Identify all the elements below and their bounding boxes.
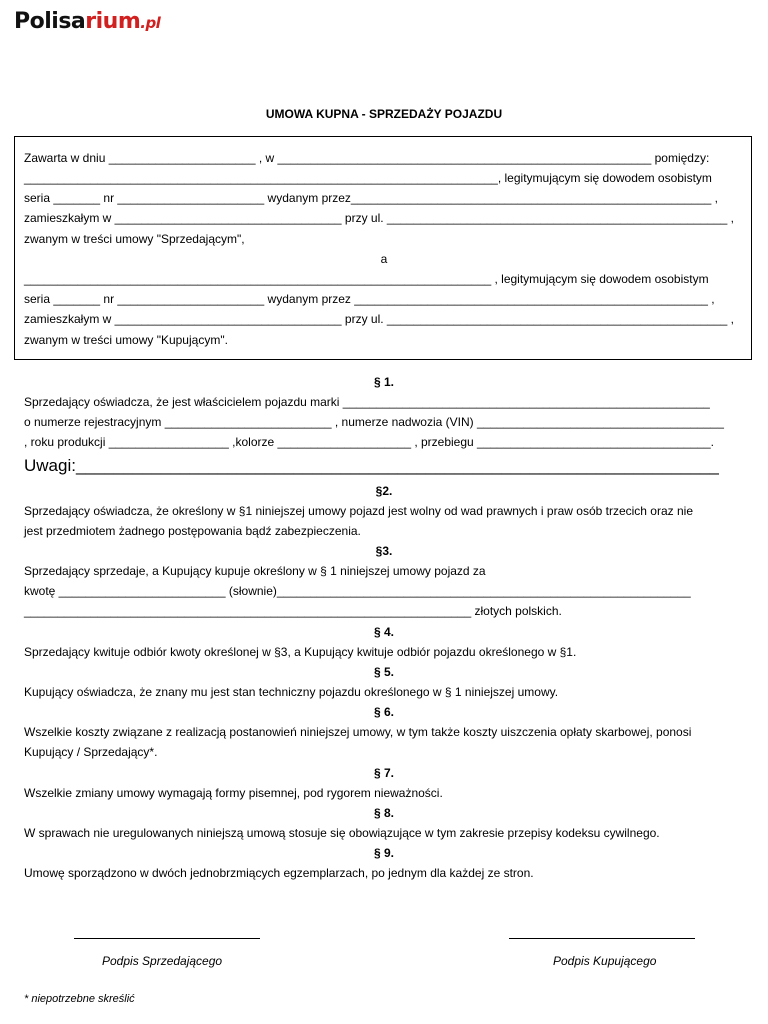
section-3-heading: §3. bbox=[375, 544, 393, 558]
parties-box bbox=[14, 136, 752, 360]
section-8-heading: § 8. bbox=[373, 806, 394, 820]
section-2-heading: §2. bbox=[375, 484, 393, 498]
section-8-line-1: W sprawach nie uregulowanych niniejszą umową stosuje się obowiązujące w tym zakresie przepisy kodeksu cywilnego. bbox=[24, 826, 660, 840]
section-3-line-2: kwotę _________________________ (słownie)______________________________________________________________ bbox=[24, 584, 691, 598]
buyer-signature-line bbox=[509, 938, 695, 939]
parties-line-7: ______________________________________________________________________ , legitymującym się dowodem osobistym bbox=[24, 272, 709, 286]
section-6-heading: § 6. bbox=[373, 705, 394, 719]
section-6-line-1: Wszelkie koszty związane z realizacją postanowień niniejszej umowy, w tym także koszty uiszczenia opłaty skarbowej, ponosi bbox=[24, 725, 692, 739]
section-1-heading: § 1. bbox=[373, 375, 394, 389]
section-4-heading: § 4. bbox=[373, 625, 394, 639]
section-5-heading: § 5. bbox=[373, 665, 394, 679]
parties-line-9: zamieszkałym w __________________________________ przy ul. ___________________________________________________ , bbox=[24, 312, 734, 326]
seller-signature-line bbox=[74, 938, 260, 939]
section-3-line-3: ___________________________________________________________________ złotych polskich. bbox=[24, 604, 562, 618]
section-1-line-2: o numerze rejestracyjnym _________________________ , numerze nadwozia (VIN) _____________________________________ bbox=[24, 415, 724, 429]
logo-part-1: Polisa bbox=[14, 9, 86, 34]
section-3-line-1: Sprzedający sprzedaje, a Kupujący kupuje określony w § 1 niniejszej umowy pojazd za bbox=[24, 564, 486, 578]
parties-line-2: _______________________________________________________________________, legitymującym się dowodem osobistym bbox=[24, 171, 712, 185]
parties-line-1: Zawarta w dniu ______________________ , w ________________________________________________________ pomiędzy: bbox=[24, 151, 710, 165]
section-2-line-2: jest przedmiotem żadnego postępowania bądź zabezpieczenia. bbox=[24, 524, 361, 538]
document-title: UMOWA KUPNA - SPRZEDAŻY POJAZDU bbox=[265, 107, 503, 121]
parties-line-10: zwanym w treści umowy "Kupującym". bbox=[24, 333, 228, 347]
section-1-line-3: , roku produkcji __________________ ,kolorze ____________________ , przebiegu ___________________________________. bbox=[24, 435, 714, 449]
section-9-heading: § 9. bbox=[373, 846, 394, 860]
footnote: * niepotrzebne skreślić bbox=[24, 993, 135, 1005]
parties-line-4: zamieszkałym w __________________________________ przy ul. ___________________________________________________ , bbox=[24, 211, 734, 225]
parties-line-3: seria _______ nr ______________________ wydanym przez______________________________________________________ , bbox=[24, 191, 718, 205]
section-2-line-1: Sprzedający oświadcza, że określony w §1 niniejszej umowy pojazd jest wolny od wad prawnych i praw osób trzecich oraz nie bbox=[24, 504, 693, 518]
section-1-uwagi: Uwagi:____________________________________________________________________ bbox=[24, 456, 719, 475]
parties-line-5: zwanym w treści umowy "Sprzedającym", bbox=[24, 232, 245, 246]
seller-signature-label: Podpis Sprzedającego bbox=[102, 954, 223, 968]
parties-line-6: a bbox=[380, 252, 388, 266]
parties-line-8: seria _______ nr ______________________ wydanym przez _____________________________________________________ , bbox=[24, 292, 715, 306]
section-5-line-1: Kupujący oświadcza, że znany mu jest stan techniczny pojazdu określonego w § 1 niniejszej umowy. bbox=[24, 685, 559, 699]
section-6-line-2: Kupujący / Sprzedający*. bbox=[24, 745, 158, 759]
polisarium-logo bbox=[14, 9, 160, 34]
section-7-line-1: Wszelkie zmiany umowy wymagają formy pisemnej, pod rygorem nieważności. bbox=[24, 786, 443, 800]
section-7-heading: § 7. bbox=[373, 766, 394, 780]
section-9-line-1: Umowę sporządzono w dwóch jednobrzmiących egzemplarzach, po jednym dla każdej ze stron. bbox=[24, 866, 534, 880]
section-4-line-1: Sprzedający kwituje odbiór kwoty określonej w §3, a Kupujący kwituje odbiór pojazdu określonego w §1. bbox=[24, 645, 577, 659]
section-1-line-1: Sprzedający oświadcza, że jest właścicielem pojazdu marki _______________________________________________________ bbox=[24, 395, 710, 409]
logo-part-2: rium bbox=[85, 9, 141, 34]
buyer-signature-label: Podpis Kupującego bbox=[553, 954, 657, 968]
logo-part-3: .pl bbox=[140, 14, 161, 32]
